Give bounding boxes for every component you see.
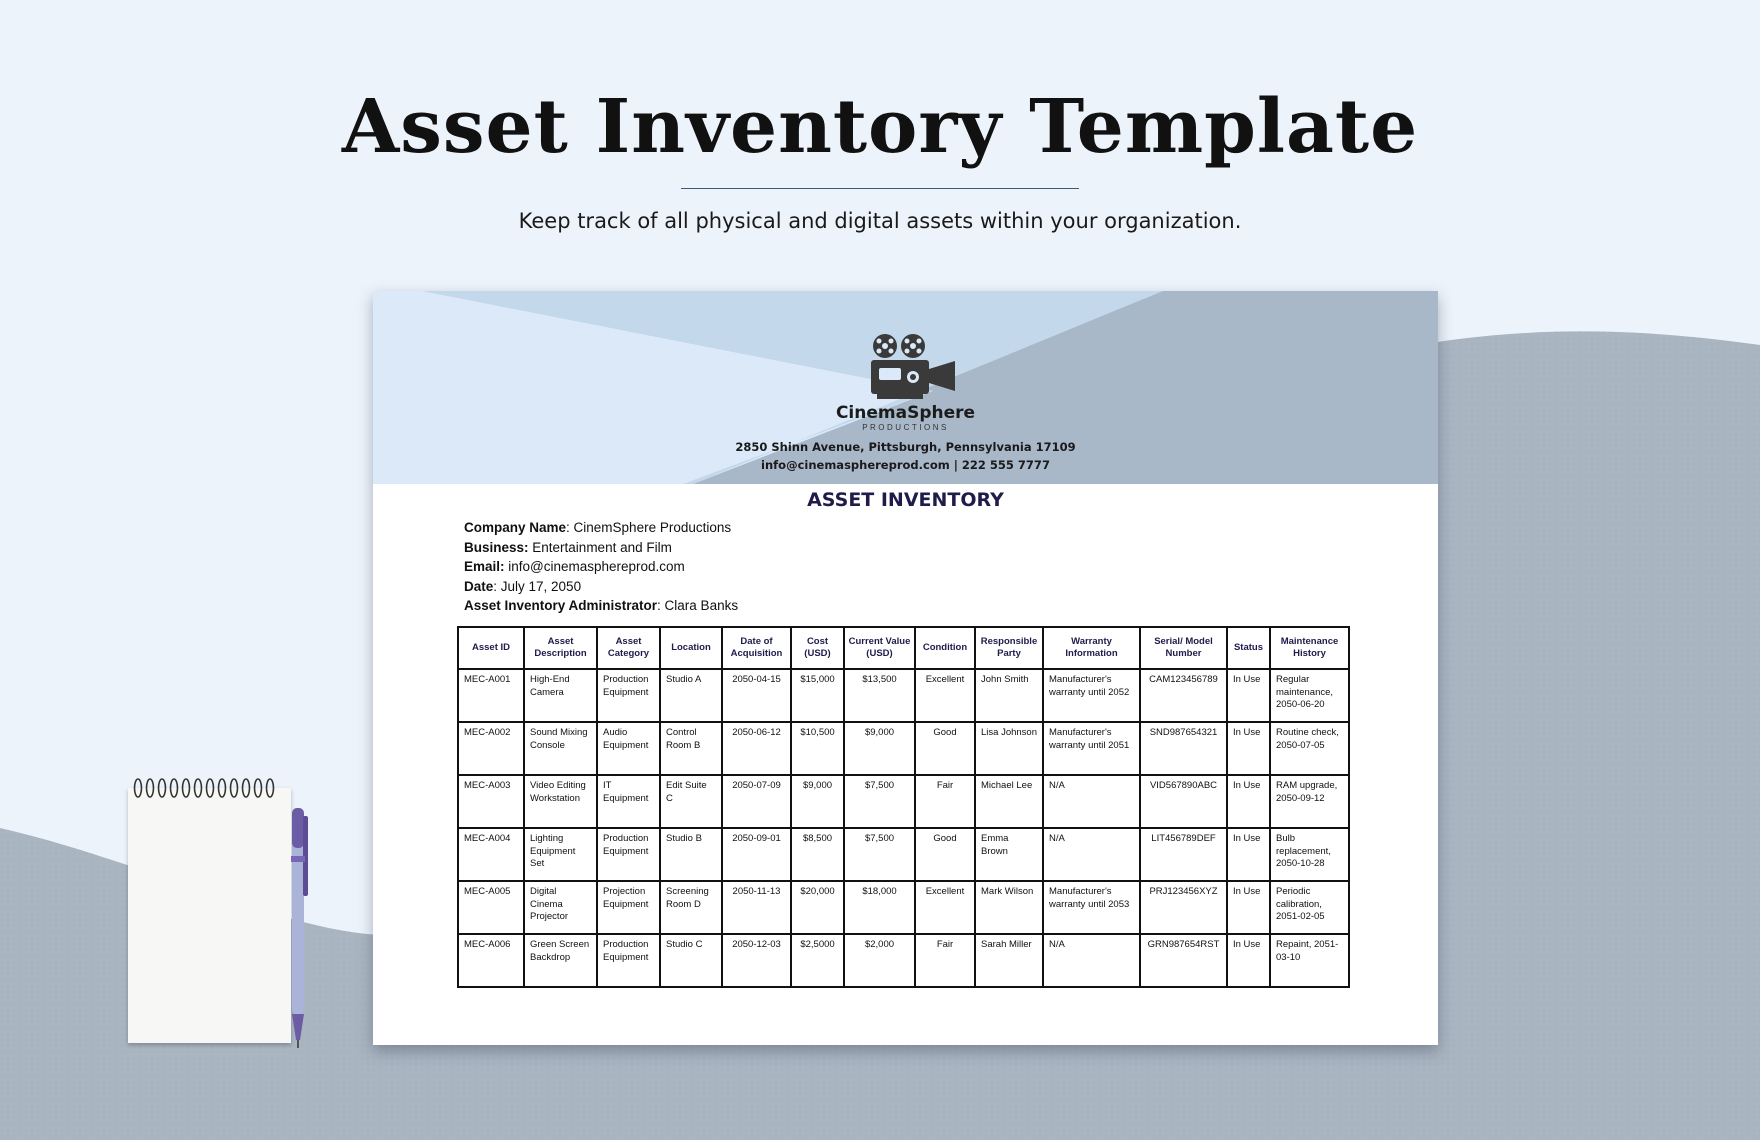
table-cell: $10,500 xyxy=(791,722,844,775)
table-cell: In Use xyxy=(1227,722,1270,775)
brand-tagline: PRODUCTIONS xyxy=(862,423,949,432)
table-cell: 2050-04-15 xyxy=(722,669,791,722)
page-title: Asset Inventory Template xyxy=(341,84,1419,170)
info-admin xyxy=(464,596,738,616)
table-cell: Routine check, 2050-07-05 xyxy=(1270,722,1349,775)
info-email xyxy=(464,557,738,577)
table-cell: 2050-06-12 xyxy=(722,722,791,775)
table-cell: Lighting Equipment Set xyxy=(524,828,597,881)
title-divider xyxy=(681,188,1079,189)
table-cell: Fair xyxy=(915,775,975,828)
table-cell: John Smith xyxy=(975,669,1043,722)
table-cell: CAM123456789 xyxy=(1140,669,1227,722)
table-cell: Excellent xyxy=(915,669,975,722)
table-cell: Michael Lee xyxy=(975,775,1043,828)
info-value: : July 17, 2050 xyxy=(493,578,582,594)
table-cell: LIT456789DEF xyxy=(1140,828,1227,881)
column-header: Date of Acquisition xyxy=(722,627,791,669)
table-row xyxy=(458,722,1349,775)
column-header: Asset Category xyxy=(597,627,660,669)
table-cell: $9,000 xyxy=(844,722,915,775)
table-cell: MEC-A002 xyxy=(458,722,524,775)
table-cell: Control Room B xyxy=(660,722,722,775)
table-cell: IT Equipment xyxy=(597,775,660,828)
info-company xyxy=(464,518,738,538)
table-cell: Production Equipment xyxy=(597,934,660,987)
info-value: info@cinemasphereprod.com xyxy=(504,559,685,575)
column-header: Current Value (USD) xyxy=(844,627,915,669)
column-header: Asset ID xyxy=(458,627,524,669)
table-cell: Lisa Johnson xyxy=(975,722,1043,775)
table-cell: Periodic calibration, 2051-02-05 xyxy=(1270,881,1349,934)
table-cell: Studio A xyxy=(660,669,722,722)
company-info xyxy=(464,518,738,616)
table-cell: Studio C xyxy=(660,934,722,987)
table-cell: $7,500 xyxy=(844,775,915,828)
table-row xyxy=(458,828,1349,881)
table-cell: In Use xyxy=(1227,934,1270,987)
table-cell: $18,000 xyxy=(844,881,915,934)
company-address: 2850 Shinn Avenue, Pittsburgh, Pennsylvania 17109 xyxy=(735,440,1076,454)
table-cell: Repaint, 2051-03-10 xyxy=(1270,934,1349,987)
table-cell: Edit Suite C xyxy=(660,775,722,828)
column-header: Condition xyxy=(915,627,975,669)
table-cell: MEC-A003 xyxy=(458,775,524,828)
table-cell: Production Equipment xyxy=(597,828,660,881)
table-cell: Emma Brown xyxy=(975,828,1043,881)
table-row xyxy=(458,881,1349,934)
table-cell: MEC-A006 xyxy=(458,934,524,987)
table-row xyxy=(458,669,1349,722)
table-cell: $7,500 xyxy=(844,828,915,881)
table-cell: Manufacturer's warranty until 2053 xyxy=(1043,881,1140,934)
table-row xyxy=(458,934,1349,987)
table-cell: In Use xyxy=(1227,669,1270,722)
table-cell: RAM upgrade, 2050-09-12 xyxy=(1270,775,1349,828)
table-cell: Screening Room D xyxy=(660,881,722,934)
table-cell: Production Equipment xyxy=(597,669,660,722)
table-cell: Studio B xyxy=(660,828,722,881)
info-label: Email: xyxy=(464,559,505,575)
table-cell: Regular maintenance, 2050-06-20 xyxy=(1270,669,1349,722)
table-cell: Digital Cinema Projector xyxy=(524,881,597,934)
inventory-document xyxy=(373,291,1438,1045)
table-cell: N/A xyxy=(1043,934,1140,987)
table-cell: PRJ123456XYZ xyxy=(1140,881,1227,934)
table-cell: In Use xyxy=(1227,881,1270,934)
table-cell: VID567890ABC xyxy=(1140,775,1227,828)
table-cell: Manufacturer's warranty until 2051 xyxy=(1043,722,1140,775)
table-cell: Fair xyxy=(915,934,975,987)
info-label: Company Name xyxy=(464,520,567,535)
info-value: Entertainment and Film xyxy=(528,539,672,555)
table-cell: Audio Equipment xyxy=(597,722,660,775)
table-row xyxy=(458,775,1349,828)
table-cell: Green Screen Backdrop xyxy=(524,934,597,987)
column-header: Responsible Party xyxy=(975,627,1043,669)
column-header: Location xyxy=(660,627,722,669)
notepad-image xyxy=(128,788,291,1043)
page-subtitle: Keep track of all physical and digital assets within your organization. xyxy=(518,209,1242,233)
table-cell: GRN987654RST xyxy=(1140,934,1227,987)
asset-inventory-table xyxy=(457,626,1350,988)
table-cell: $9,000 xyxy=(791,775,844,828)
info-value: : CinemSphere Productions xyxy=(566,520,732,535)
column-header: Warranty Information xyxy=(1043,627,1140,669)
table-cell: Projection Equipment xyxy=(597,881,660,934)
table-cell: MEC-A005 xyxy=(458,881,524,934)
film-projector-icon xyxy=(863,331,963,401)
column-header: Cost (USD) xyxy=(791,627,844,669)
table-cell: High-End Camera xyxy=(524,669,597,722)
table-cell: Bulb replacement, 2050-10-28 xyxy=(1270,828,1349,881)
table-cell: Sound Mixing Console xyxy=(524,722,597,775)
info-date xyxy=(464,577,738,597)
table-cell: N/A xyxy=(1043,828,1140,881)
brand-name: CinemaSphere xyxy=(835,403,976,423)
table-cell: Good xyxy=(915,828,975,881)
table-cell: Manufacturer's warranty until 2052 xyxy=(1043,669,1140,722)
notepad-spiral xyxy=(128,776,291,804)
info-business xyxy=(464,538,738,558)
table-cell: $2,000 xyxy=(844,934,915,987)
table-cell: Good xyxy=(915,722,975,775)
table-cell: Mark Wilson xyxy=(975,881,1043,934)
table-cell: Sarah Miller xyxy=(975,934,1043,987)
table-cell: In Use xyxy=(1227,775,1270,828)
table-cell: SND987654321 xyxy=(1140,722,1227,775)
table-cell: 2050-11-13 xyxy=(722,881,791,934)
document-title: ASSET INVENTORY xyxy=(807,489,1004,511)
info-value: : Clara Banks xyxy=(657,598,739,614)
table-cell: $15,000 xyxy=(791,669,844,722)
column-header: Asset Description xyxy=(524,627,597,669)
info-label: Business: xyxy=(464,539,529,555)
info-label: Date xyxy=(464,578,494,594)
table-cell: 2050-09-01 xyxy=(722,828,791,881)
table-cell: 2050-12-03 xyxy=(722,934,791,987)
table-header-row xyxy=(458,627,1349,669)
table-cell: N/A xyxy=(1043,775,1140,828)
table-cell: 2050-07-09 xyxy=(722,775,791,828)
column-header: Maintenance History xyxy=(1270,627,1349,669)
table-cell: $20,000 xyxy=(791,881,844,934)
table-cell: MEC-A004 xyxy=(458,828,524,881)
table-cell: Excellent xyxy=(915,881,975,934)
column-header: Serial/ Model Number xyxy=(1140,627,1227,669)
table-cell: $13,500 xyxy=(844,669,915,722)
table-cell: MEC-A001 xyxy=(458,669,524,722)
document-header xyxy=(373,291,1438,484)
table-cell: Video Editing Workstation xyxy=(524,775,597,828)
pen-image xyxy=(288,806,312,1050)
table-cell: $8,500 xyxy=(791,828,844,881)
company-contact: info@cinemasphereprod.com | 222 555 7777 xyxy=(761,458,1050,472)
table-cell: $2,5000 xyxy=(791,934,844,987)
table-cell: In Use xyxy=(1227,828,1270,881)
column-header: Status xyxy=(1227,627,1270,669)
info-label: Asset Inventory Administrator xyxy=(464,598,658,614)
